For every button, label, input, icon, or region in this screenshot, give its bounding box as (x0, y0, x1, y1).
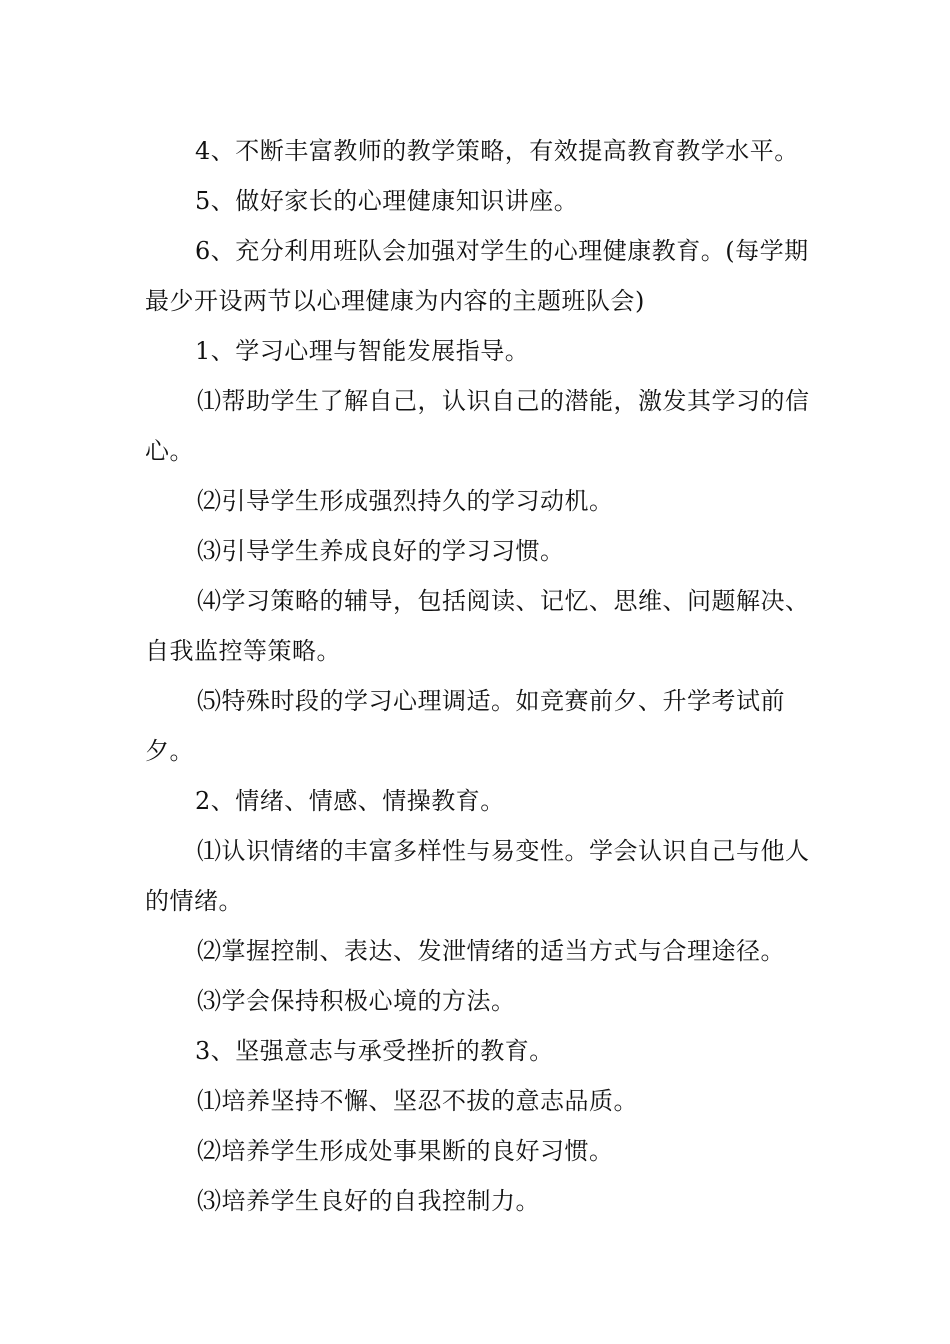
paragraph-item-5: 5、做好家长的心理健康知识讲座。 (195, 187, 579, 215)
paragraph-item-6: 6、充分利用班队会加强对学生的心理健康教育。(每学期最少开设两节以心理健康为内容的主题班队会) (145, 237, 809, 315)
list-item-3-3: ⑶培养学生良好的自我控制力。 (197, 1187, 540, 1215)
list-item-1-1: ⑴帮助学生了解自己，认识自己的潜能，激发其学习的信心。 (145, 387, 810, 465)
document-body (145, 126, 810, 1226)
list-item-3-2: ⑵培养学生形成处事果断的良好习惯。 (197, 1137, 614, 1165)
section-heading-3: 3、坚强意志与承受挫折的教育。 (195, 1037, 554, 1065)
section-heading-2: 2、情绪、情感、情操教育。 (195, 787, 505, 815)
list-item-1-3: ⑶引导学生养成良好的学习习惯。 (197, 537, 565, 565)
section-heading-1: 1、学习心理与智能发展指导。 (195, 337, 530, 365)
list-item-3-1: ⑴培养坚持不懈、坚忍不拔的意志品质。 (197, 1087, 638, 1115)
list-item-2-3: ⑶学会保持积极心境的方法。 (197, 987, 516, 1015)
list-item-2-2: ⑵掌握控制、表达、发泄情绪的适当方式与合理途径。 (197, 937, 785, 965)
list-item-1-5: ⑸特殊时段的学习心理调适。如竞赛前夕、升学考试前夕。 (145, 687, 785, 765)
list-item-1-2: ⑵引导学生形成强烈持久的学习动机。 (197, 487, 614, 515)
paragraph-item-4: 4、不断丰富教师的教学策略，有效提高教育教学水平。 (195, 137, 799, 165)
list-item-1-4: ⑷学习策略的辅导，包括阅读、记忆、思维、问题解决、自我监控等策略。 (145, 587, 810, 665)
list-item-2-1: ⑴认识情绪的丰富多样性与易变性。学会认识自己与他人的情绪。 (145, 837, 810, 915)
